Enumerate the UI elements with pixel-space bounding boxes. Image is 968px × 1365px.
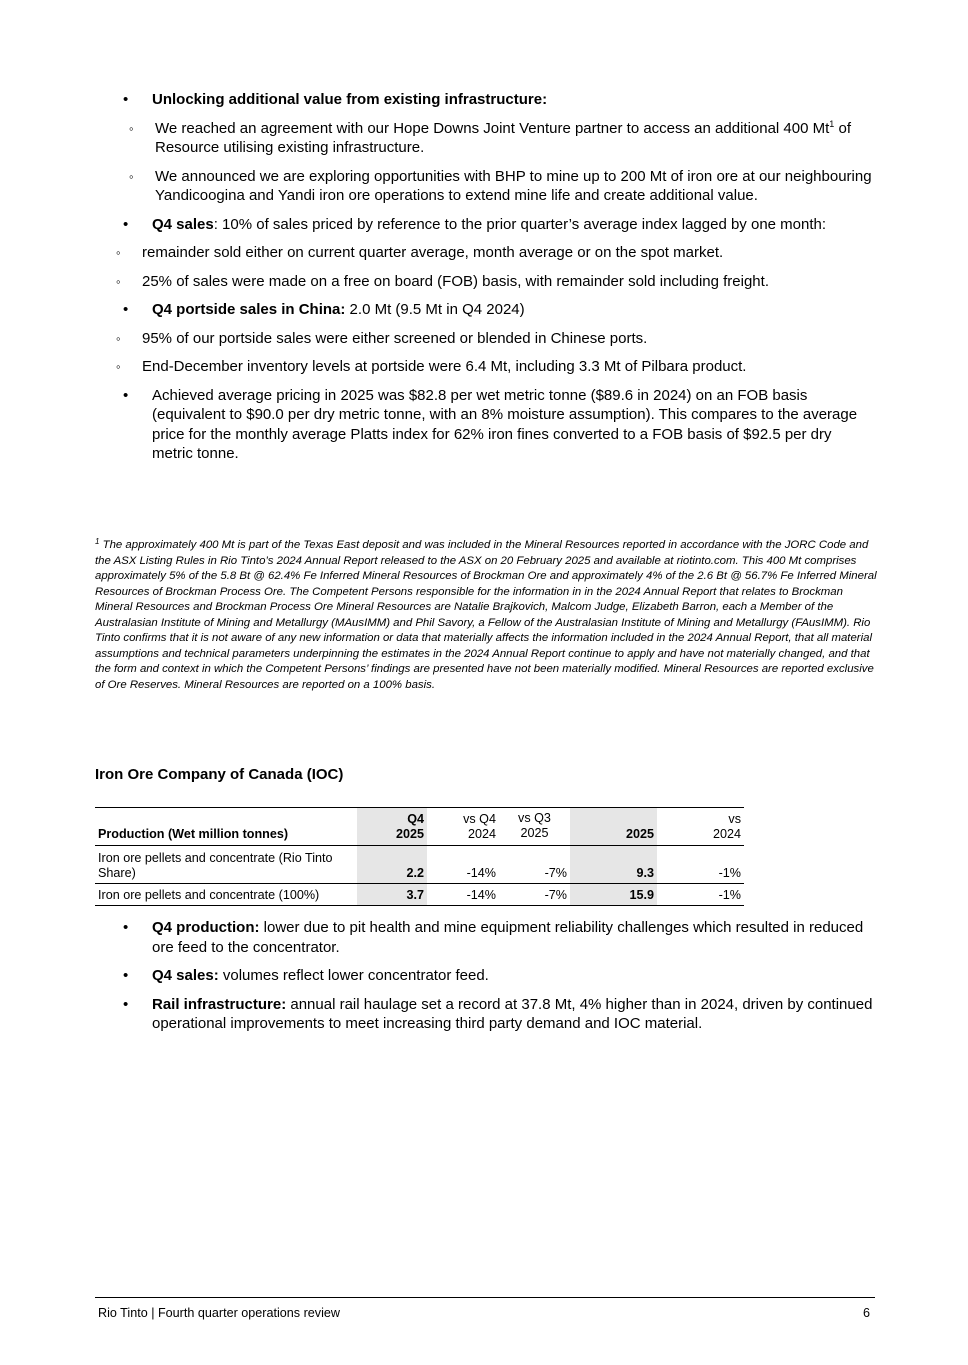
row-label: Iron ore pellets and concentrate (100%) xyxy=(98,888,320,902)
bullet-text: Achieved average pricing in 2025 was $82.8 per wet metric tonne ($89.6 in 2024) on an FOB basis (equivalent to $90.0 per dry metric tonne, with an 8% moisture assumption). This compares to the average price for the monthly average Platts index for 62% iron fines converted to a FOB basis of $92.5 per dry metric tonne. xyxy=(152,386,858,462)
row-label xyxy=(95,846,357,884)
sub-bullet-glyph: ◦ xyxy=(129,168,134,184)
footnote-marker: 1 xyxy=(95,537,100,546)
bullet-glyph: • xyxy=(123,91,129,108)
sub-bullet-glyph: ◦ xyxy=(116,359,121,374)
bullet-q4-sales xyxy=(96,215,876,292)
footnote-ref: 1 xyxy=(829,118,835,129)
header-vsq4-line1: vs Q4 xyxy=(463,812,496,826)
sub-bullet-glyph: ◦ xyxy=(116,273,121,289)
sub-bullet-remainder xyxy=(96,243,876,263)
page-number: 6 xyxy=(862,1306,870,1320)
cell-vs-q3: -7% xyxy=(544,888,567,902)
footnote-text: The approximately 400 Mt is part of the Texas East deposit and was included in the Mineral Resources reported in accordance with the JORC Code and the ASX Listing Rules in Rio Tinto’s 2024 Annual Report released to the ASX on 20 February 2025 and available at riotinto.com. This 400 Mt comprises approximately 5% of the 5.8 Bt @ 62.4% Fe Inferred Mineral Resources of Brockman Ore and approximately 4% of the 2.6 Bt @ 56.7% Fe Inferred Mineral Resources of Brockman Process Ore. The Competent Persons responsible for the information in in the 2024 Annual Report that relates to Brockman Mineral Resources and Brockman Process Ore Mineral Resources are Natalie Brajkovich, Malcom Judge, Elizabeth Barron, each a Member of the Australasian Institute of Mining and Metallurgy (MAusIMM) and Phil Savory, a Fellow of the Australasian Institute of Mining and Metallurgy (FAusIMM). Rio Tinto confirms that it is not aware of any new information or data that materially affects the information included in the 2024 Annual Report, that all material assumptions and technical parameters underpinning the estimates in the 2024 Annual Report continue to apply and have not materially changed, and that the form and context in which the Competent Persons’ findings are presented have not been materially modified. Mineral Resources are reported exclusive of Ore Reserves. Mineral Resources are reported on a 100% basis. xyxy=(95,539,877,691)
bullet-glyph: • xyxy=(123,919,129,936)
bullet-glyph: • xyxy=(123,301,129,318)
footer-divider xyxy=(95,1297,875,1298)
sub-bullet-text: End-December inventory levels at portside were 6.4 Mt, including 3.3 Mt of Pilbara product. xyxy=(142,358,747,375)
bullet-infrastructure xyxy=(96,90,876,206)
header-vs-line2: 2024 xyxy=(712,827,741,841)
ioc-bullet-list xyxy=(96,918,876,1043)
table-row xyxy=(95,884,744,906)
header-vsq4-line2: 2024 xyxy=(467,827,496,841)
sub-bullet-text: 95% of our portside sales were either screened or blended in Chinese ports. xyxy=(142,329,648,347)
bullet-text: volumes reflect lower concentrator feed. xyxy=(218,967,489,984)
header-vs-line1: vs xyxy=(728,812,741,826)
sub-bullet-glyph: ◦ xyxy=(129,120,134,136)
bullet-title: Q4 production: xyxy=(152,919,260,936)
cell-vs-q4: -14% xyxy=(466,888,496,902)
cell-vs-2024: -1% xyxy=(718,888,741,902)
header-vsq3-line1: vs Q3 xyxy=(518,811,551,825)
header-vs-q4-2024 xyxy=(427,808,499,846)
sub-bullet-text: 25% of sales were made on a free on board (FOB) basis, with remainder sold including freight. xyxy=(142,272,769,290)
cell-vs-2024: -1% xyxy=(718,866,741,880)
cell-2025: 9.3 xyxy=(570,846,657,884)
bullet-ioc-q4-sales xyxy=(96,966,876,986)
header-q4-line2: 2025 xyxy=(395,827,424,841)
bullet-portside-sales xyxy=(96,300,876,377)
bullet-text: 2.0 Mt (9.5 Mt in Q4 2024) xyxy=(345,301,525,318)
bullet-average-pricing xyxy=(96,386,876,464)
bullet-title: Unlocking additional value from existing infrastructure: xyxy=(152,91,548,108)
row-label-line2: Share) xyxy=(98,866,136,880)
header-q4-line1: Q4 xyxy=(407,812,424,826)
row-label-line1: Iron ore pellets and concentrate (Rio Tinto xyxy=(98,851,333,865)
bullet-rail-infrastructure xyxy=(96,995,876,1034)
bullet-title: Q4 sales: xyxy=(152,967,219,984)
bullet-text: annual rail haulage set a record at 37.8 Mt, 4% higher than in 2024, driven by continued operational improvements to meet increasing third party demand and IOC material. xyxy=(152,995,873,1032)
sub-bullet-glyph: ◦ xyxy=(116,330,121,346)
ioc-production-table xyxy=(95,807,744,906)
header-2025: 2025 xyxy=(570,808,657,846)
sub-bullet-inventory xyxy=(96,357,876,377)
header-q4-2025 xyxy=(357,808,427,846)
bullet-title: Q4 sales xyxy=(152,215,214,233)
header-vsq3-line2: 2025 xyxy=(520,826,549,840)
cell-q4: 3.7 xyxy=(357,884,427,906)
bullet-text: lower due to pit health and mine equipment reliability challenges which resulted in reduced ore feed to the concentrator. xyxy=(152,919,864,956)
cell-q4: 2.2 xyxy=(357,846,427,884)
footer-title: Rio Tinto | Fourth quarter operations review xyxy=(98,1306,340,1320)
sub-bullet-glyph: ◦ xyxy=(116,245,121,260)
sub-list xyxy=(116,243,876,291)
cell-vs-q3: -7% xyxy=(544,866,567,880)
bullet-glyph: • xyxy=(123,995,129,1013)
header-vs-2024 xyxy=(657,808,744,846)
bullet-text: : 10% of sales priced by reference to the prior quarter’s average index lagged by one month: xyxy=(213,215,827,233)
sub-bullet-text: We announced we are exploring opportunities with BHP to mine up to 200 Mt of iron ore at our neighbouring Yandicoogina and Yandi iron ore operations to extend mine life and create additional value. xyxy=(155,167,872,204)
bullet-glyph: • xyxy=(123,386,129,404)
table-row xyxy=(95,846,744,884)
iron-ore-bullet-list xyxy=(96,90,876,473)
footnote xyxy=(95,538,880,693)
sub-bullet-fob xyxy=(96,272,876,292)
sub-list xyxy=(129,118,876,206)
sub-bullet-text: We reached an agreement with our Hope Downs Joint Venture partner to access an additional 400 Mt xyxy=(155,119,830,137)
bullet-glyph: • xyxy=(123,215,129,233)
sub-bullet-hope-downs xyxy=(96,119,876,158)
section-title-ioc: Iron Ore Company of Canada (IOC) xyxy=(95,766,344,783)
sub-list xyxy=(116,329,876,377)
header-production: Production (Wet million tonnes) xyxy=(98,827,289,841)
bullet-glyph: • xyxy=(123,967,129,984)
header-vs-q3-2025 xyxy=(499,808,570,846)
sub-bullet-screened xyxy=(96,329,876,349)
bullet-title: Rail infrastructure: xyxy=(152,995,287,1013)
bullet-q4-production xyxy=(96,918,876,957)
sub-bullet-text: remainder sold either on current quarter average, month average or on the spot market. xyxy=(142,244,724,261)
bullet-title: Q4 portside sales in China: xyxy=(152,301,346,318)
cell-vs-q4: -14% xyxy=(466,866,496,880)
sub-bullet-bhp xyxy=(96,167,876,206)
table-header-row xyxy=(95,808,744,846)
cell-2025: 15.9 xyxy=(570,884,657,906)
sub-bullet-text-cont: of Resource utilising existing infrastructure. xyxy=(155,119,851,156)
